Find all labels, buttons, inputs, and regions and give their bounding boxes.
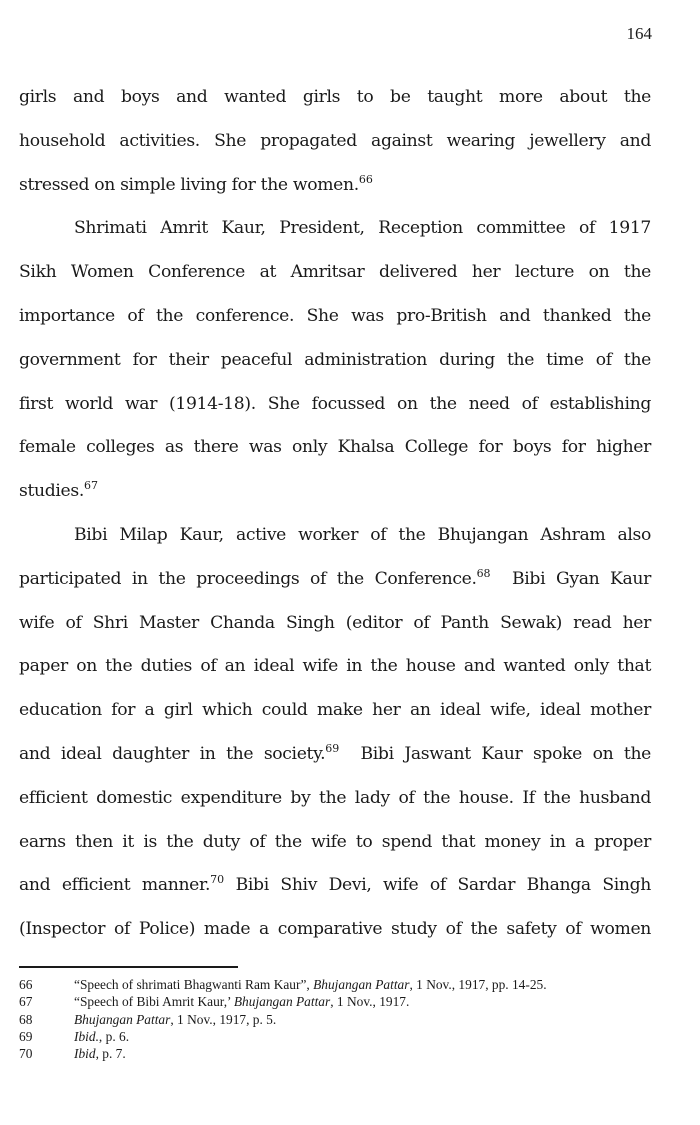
line-text: Bibi Jaswant Kaur spoke on the bbox=[339, 743, 651, 764]
text-line bbox=[19, 610, 651, 654]
text-line bbox=[19, 566, 651, 610]
line-text: first world war (1914-18). She focussed on the need of establishing bbox=[19, 393, 651, 414]
text-line bbox=[19, 829, 651, 873]
line-text: Shrimati Amrit Kaur, President, Reception committee of 1917 bbox=[74, 218, 651, 239]
footnote-number: 67 bbox=[19, 994, 33, 1010]
footnote bbox=[19, 976, 659, 993]
footnote-number: 70 bbox=[19, 1046, 33, 1062]
footnote-text: “Speech of Bibi Amrit Kaur,’ Bhujangan Pattar, 1 Nov., 1917. bbox=[74, 994, 410, 1010]
footnote-text: Ibid, p. 7. bbox=[74, 1046, 126, 1062]
line-text: efficient domestic expenditure by the lady of the house. If the husband bbox=[19, 787, 651, 808]
footnote bbox=[19, 993, 659, 1010]
text-line bbox=[19, 303, 651, 347]
footnote-ref-68: 68 bbox=[476, 566, 491, 580]
line-text: Bibi Milap Kaur, active worker of the Bhujangan Ashram also bbox=[74, 524, 651, 545]
line-text: stressed on simple living for the women. bbox=[19, 174, 359, 195]
footnote-text: Ibid., p. 6. bbox=[74, 1028, 130, 1044]
footnote-number: 66 bbox=[19, 977, 33, 992]
text-line bbox=[19, 741, 651, 785]
text-line bbox=[19, 128, 651, 172]
text-line bbox=[19, 916, 651, 960]
text-line bbox=[19, 347, 651, 391]
line-text: government for their peaceful administration during the time of the bbox=[19, 349, 651, 370]
line-text: participated in the proceedings of the Conference. bbox=[19, 568, 477, 589]
footnote-text: Bhujangan Pattar, 1 Nov., 1917, p. 5. bbox=[74, 1011, 277, 1027]
text-line bbox=[19, 84, 651, 128]
line-text: Bibi Gyan Kaur bbox=[490, 568, 651, 589]
footnote-text: “Speech of shrimati Bhagwanti Ram Kaur”, Bhujangan Pattar, 1 Nov., 1917, pp. 14-25. bbox=[74, 977, 547, 992]
text-line bbox=[19, 478, 651, 522]
line-text: girls and boys and wanted girls to be taught more about the bbox=[19, 87, 651, 107]
line-text: and efficient manner. bbox=[19, 875, 211, 896]
line-text: importance of the conference. She was pro-British and thanked the bbox=[19, 305, 651, 326]
footnote-ref-70: 70 bbox=[210, 873, 225, 887]
text-line bbox=[19, 215, 651, 259]
line-text: studies. bbox=[19, 481, 84, 502]
text-line bbox=[19, 172, 651, 216]
text-line bbox=[19, 653, 651, 697]
text-line bbox=[19, 697, 651, 741]
footnote bbox=[19, 1045, 659, 1062]
body-text bbox=[19, 84, 651, 960]
line-text: earns then it is the duty of the wife to spend that money in a proper bbox=[19, 831, 651, 852]
text-line bbox=[19, 391, 651, 435]
text-line bbox=[19, 259, 651, 303]
line-text: Bibi Shiv Devi, wife of Sardar Bhanga Singh bbox=[224, 875, 651, 896]
text-line bbox=[19, 785, 651, 829]
footnote bbox=[19, 1028, 659, 1045]
footnote bbox=[19, 1011, 659, 1028]
footnote-ref-67: 67 bbox=[83, 479, 98, 493]
line-text: female colleges as there was only Khalsa College for boys for higher bbox=[19, 437, 651, 458]
line-text: wife of Shri Master Chanda Singh (editor of Panth Sewak) read her bbox=[19, 612, 651, 633]
footnote-ref-69: 69 bbox=[325, 741, 340, 755]
line-text: Sikh Women Conference at Amritsar delivered her lecture on the bbox=[19, 262, 651, 283]
footnotes bbox=[19, 976, 659, 1062]
footnote-number: 69 bbox=[19, 1028, 33, 1044]
text-line bbox=[19, 434, 651, 478]
page-number: 164 bbox=[626, 24, 652, 43]
footnote-number: 68 bbox=[19, 1011, 33, 1027]
line-text: paper on the duties of an ideal wife in the house and wanted only that bbox=[19, 656, 651, 677]
footnote-ref-66: 66 bbox=[358, 172, 373, 186]
text-line bbox=[19, 872, 651, 916]
line-text: (Inspector of Police) made a comparative study of the safety of women bbox=[19, 919, 651, 940]
footnote-separator bbox=[19, 966, 238, 968]
line-text: and ideal daughter in the society. bbox=[19, 743, 326, 764]
line-text: household activities. She propagated against wearing jewellery and bbox=[19, 130, 651, 151]
line-text: education for a girl which could make her an ideal wife, ideal mother bbox=[19, 700, 651, 721]
text-line bbox=[19, 522, 651, 566]
